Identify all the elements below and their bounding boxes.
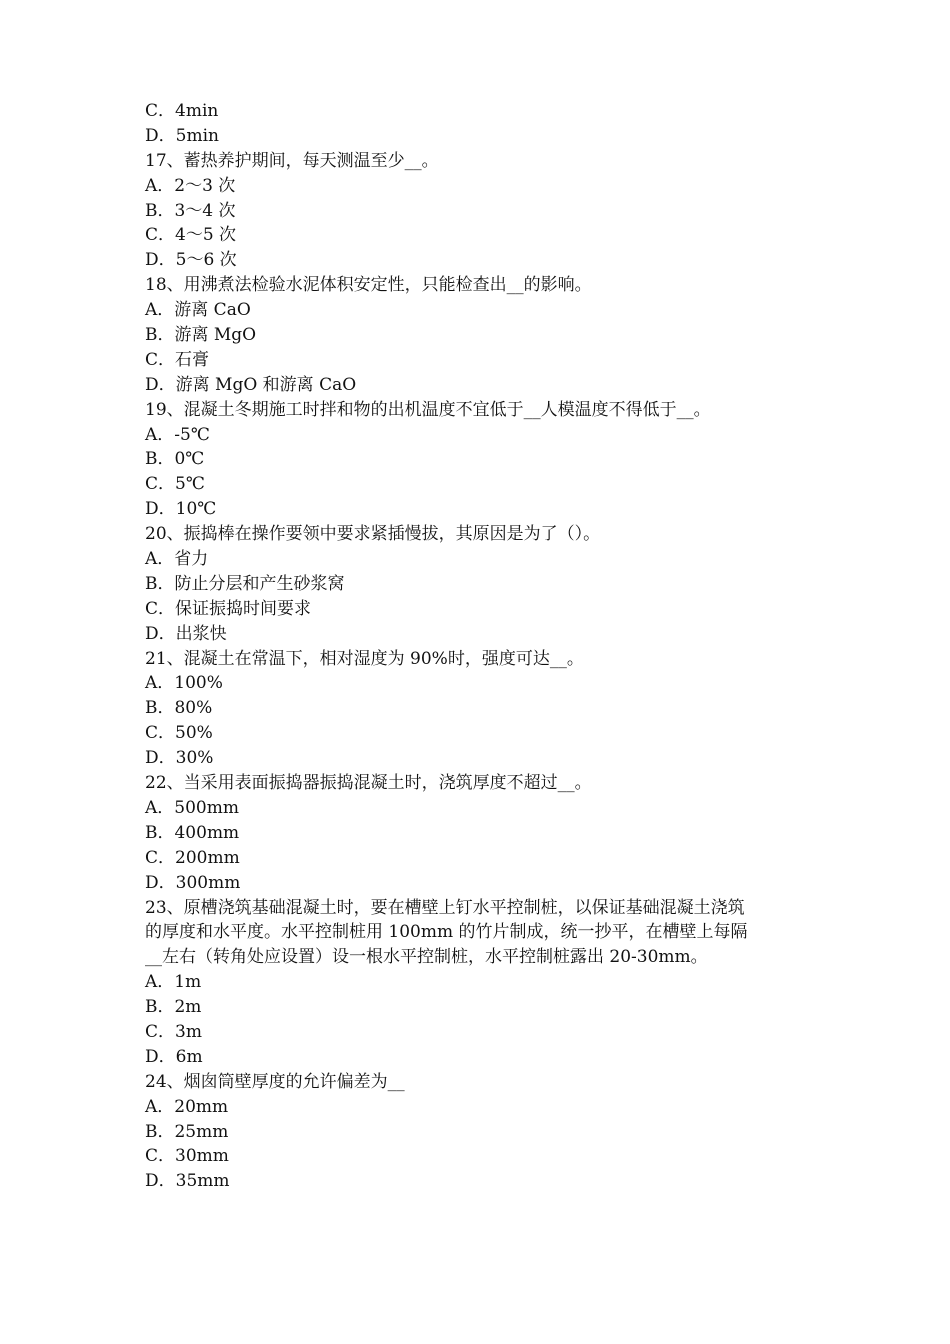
option-d: D．10℃ <box>145 499 217 520</box>
question-20: 20、振捣棒在操作要领中要求紧插慢拔，其原因是为了（）。 <box>145 524 601 545</box>
question-18: 18、用沸煮法检验水泥体积安定性，只能检查出__的影响。 <box>145 275 592 296</box>
option-a: A．500mm <box>145 797 239 818</box>
option-a: A．省力 <box>145 549 209 570</box>
option-a: A．100% <box>145 673 223 694</box>
option-d: D．5min <box>145 125 219 146</box>
question-19: 19、混凝土冬期施工时拌和物的出机温度不宜低于__人模温度不得低于__。 <box>145 399 711 420</box>
option-a: A．游离 CaO <box>145 300 251 321</box>
option-c: C．50% <box>145 723 213 744</box>
option-c: C．石膏 <box>145 349 210 370</box>
option-b: B．80% <box>145 698 213 719</box>
question-21: 21、混凝土在常温下，相对湿度为 90%时，强度可达__。 <box>145 648 584 669</box>
option-c: C．5℃ <box>145 474 205 495</box>
option-b: B．防止分层和产生砂浆窝 <box>145 573 345 594</box>
option-c: C．4～5 次 <box>145 225 237 246</box>
option-d: D．300mm <box>145 872 241 893</box>
question-22: 22、当采用表面振捣器振捣混凝土时，浇筑厚度不超过__。 <box>145 773 592 794</box>
option-b: B．400mm <box>145 822 240 843</box>
question-23-line-3: __左右（转角处应设置）设一根水平控制桩，水平控制桩露出 20-30mm。 <box>145 947 708 968</box>
option-b: B．0℃ <box>145 449 205 470</box>
question-23-line-2: 的厚度和水平度。水平控制桩用 100mm 的竹片制成，统一抄平，在槽壁上每隔 <box>145 922 748 943</box>
question-24: 24、烟囱筒壁厚度的允许偏差为__ <box>145 1071 405 1092</box>
option-c: C．200mm <box>145 847 240 868</box>
option-d: D．出浆快 <box>145 623 227 644</box>
option-c: C．4min <box>145 101 219 121</box>
option-a: A．20mm <box>145 1096 229 1117</box>
option-d: D．5～6 次 <box>145 250 237 271</box>
option-c: C．30mm <box>145 1146 229 1167</box>
option-d: D．30% <box>145 748 214 769</box>
option-b: B．25mm <box>145 1121 229 1142</box>
option-b: B．3～4 次 <box>145 200 236 221</box>
option-a: A．1m <box>145 972 202 993</box>
question-17: 17、蓄热养护期间，每天测温至少__。 <box>145 150 439 171</box>
option-d: D．游离 MgO 和游离 CaO <box>145 374 357 395</box>
option-a: A．-5℃ <box>145 424 210 445</box>
option-c: C．3m <box>145 1021 202 1042</box>
option-d: D．6m <box>145 1046 203 1067</box>
document-body <box>145 99 810 1194</box>
option-d: D．35mm <box>145 1171 230 1192</box>
option-c: C．保证振捣时间要求 <box>145 598 312 619</box>
option-b: B．游离 MgO <box>145 325 257 346</box>
option-b: B．2m <box>145 997 202 1018</box>
option-a: A．2～3 次 <box>145 175 236 196</box>
question-23-line-1: 23、原槽浇筑基础混凝土时，要在槽壁上钉水平控制桩，以保证基础混凝土浇筑 <box>145 897 745 918</box>
